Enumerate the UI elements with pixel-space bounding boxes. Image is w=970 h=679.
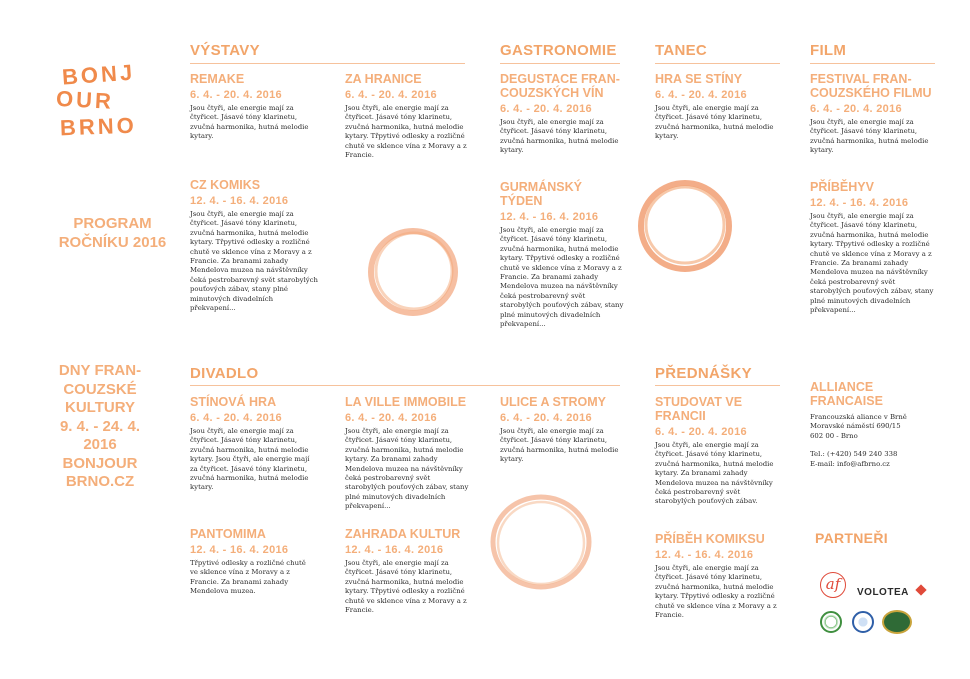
event-title: ZAHRADA KULTUR [345, 527, 461, 541]
dny-line-3: KULTURY [65, 399, 135, 416]
event-text: Jsou čtyři, ale energie mají za čtyřicet. Jásavé tóny klarinetu, zvučná harmonika, hutná melodie kytary. Třpytivé odlesky a rozličné chutě ve sklence vína z Moravy a z Francie. [345, 559, 467, 615]
dny-line-4: 9. 4. - 24. 4. [59, 417, 141, 435]
dny-line-2: COUZSKÉ [63, 380, 137, 398]
alliance-address-2: Moravské náměstí 690/15 [810, 422, 901, 431]
event-text: Jsou čtyři, ale energie mají za čtyřicet. Jásavé tóny klarinetu, zvučná harmonika, hutná melodie kytary. [500, 118, 619, 155]
logo-line-2: OUR [55, 85, 115, 114]
watercolor-circle-2 [632, 174, 738, 278]
event-festival [810, 72, 940, 156]
dny-line-5: 2016 [83, 436, 117, 453]
event-title: REMAKE [190, 72, 245, 86]
volotea-logo-text: VOLOTEA [857, 587, 909, 598]
event-title: CZ KOMIKS [190, 178, 261, 192]
logo [55, 59, 138, 141]
af-logo-text: af [825, 575, 841, 593]
alliance-phone: Tel.: (+420) 549 240 338 [810, 450, 898, 459]
alliance-block [810, 380, 940, 469]
logo-line-1: BONJ [61, 59, 136, 90]
event-date: 12. 4. - 16. 4. 2016 [345, 544, 444, 556]
event-title: ZA HRANICE [345, 72, 422, 86]
event-date: 6. 4. - 20. 4. 2016 [500, 103, 592, 115]
event-pribehkomiksu [655, 532, 780, 620]
event-title: HRA SE STÍNY [655, 72, 743, 86]
event-remake [190, 72, 320, 142]
rule-film [810, 63, 935, 64]
event-text: Jsou čtyři, ale energie mají za čtyřicet. Jásavé tóny klarinetu, zvučná harmonika, hutná melodie kytary. [655, 104, 774, 141]
event-text: Jsou čtyři, ale energie mají za čtyřicet. Jásavé tóny klarinetu, zvučná harmonika, hutná melodie kytary. [810, 118, 929, 155]
event-text: Jsou čtyři, ale energie mají za čtyřicet. Jásavé tóny klarinetu, zvučná harmonika, hutná melodie kytary. Za branami zahady Mendelova muzea na návštěvníky čeká pestrobarevný svět starobylých pouťových zábav. [655, 441, 774, 506]
event-zahrada [345, 527, 470, 615]
event-studovat [655, 395, 780, 507]
event-date: 6. 4. - 20. 4. 2016 [345, 412, 437, 424]
event-date: 6. 4. - 20. 4. 2016 [810, 103, 902, 115]
dny-line-7: BRNO.CZ [65, 473, 135, 490]
section-divadlo: DIVADLO [190, 365, 259, 382]
watercolor-circle-3 [484, 488, 598, 596]
event-date: 6. 4. - 20. 4. 2016 [190, 89, 282, 101]
dny-line-6: BONJOUR [62, 454, 138, 472]
event-date: 12. 4. - 16. 4. 2016 [810, 197, 909, 209]
event-date: 12. 4. - 16. 4. 2016 [190, 195, 289, 207]
alliance-address-1: Francouzská aliance v Brně [810, 413, 907, 421]
watercolor-circle-1 [362, 222, 464, 322]
rule-divadlo [190, 385, 620, 386]
volotea-diamond-icon [915, 584, 926, 595]
event-pribehyv [810, 180, 935, 315]
event-date: 6. 4. - 20. 4. 2016 [190, 412, 282, 424]
event-title: PŘÍBĚH KOMIKSU [655, 532, 765, 546]
event-title-line-2: FRANCII [655, 409, 706, 423]
event-date: 12. 4. - 16. 4. 2016 [190, 544, 289, 556]
partneri-title: PARTNEŘI [815, 530, 888, 546]
event-stinova [190, 395, 315, 493]
program-title [55, 214, 170, 252]
event-date: 12. 4. - 16. 4. 2016 [500, 211, 599, 223]
event-title: STÍNOVÁ HRA [190, 395, 277, 409]
section-film: FILM [810, 42, 847, 59]
rule-prednasky [655, 385, 780, 386]
section-tanec: TANEC [655, 42, 708, 59]
partner-emblem-green[interactable] [820, 611, 842, 633]
partner-af-logo[interactable] [820, 572, 846, 598]
event-title-line-1: STUDOVAT VE [655, 395, 743, 409]
event-title-line-1: FESTIVAL FRAN- [810, 72, 912, 86]
section-prednasky: PŘEDNÁŠKY [655, 365, 752, 382]
event-title: LA VILLE IMMOBILE [345, 395, 467, 409]
event-title: PANTOMIMA [190, 527, 266, 541]
event-czkomiks [190, 178, 318, 313]
dny-line-1: DNY FRAN- [58, 362, 142, 379]
alliance-title-line-2: FRANCAISE [810, 394, 883, 408]
alliance-email[interactable]: E-mail: info@afbrno.cz [810, 459, 890, 468]
event-text: Jsou čtyři, ale energie mají za čtyřicet. Jásavé tóny klarinetu, zvučná harmonika, hutná melodie kytary. Třpytivé odlesky a rozličné chutě ve sklence vína z Moravy a z Francie. [345, 104, 467, 160]
event-text: Jsou čtyři, ale energie mají za čtyřicet. Jásavé tóny klarinetu, zvučná harmonika, hutná melodie kytary. Třpytivé odlesky a rozličné chutě ve sklence vína z Moravy a z Francie. [655, 564, 777, 620]
partner-emblem-blue[interactable] [852, 611, 874, 633]
event-text: Třpytivé odlesky a rozličné chutě ve sklence vína z Moravy a z Francie. Za branami zahady Mendelova muzea. [190, 559, 306, 596]
rule-vystavy [190, 63, 465, 64]
event-text: Jsou čtyři, ale energie mají za čtyřicet. Jásavé tóny klarinetu, zvučná harmonika, hutná melodie kytary. Třpytivé odlesky a rozličné chutě ve sklence vína z Moravy a z Francie. Za branami zahady Mendelova muzea na návštěvníky čeká pestrobarevný svět starobylých pouťových zábav, stany plné minutových divadelních překvapení... [810, 212, 934, 315]
event-text: Jsou čtyři, ale energie mají za čtyřicet. Jásavé tóny klarinetu, zvučná harmonika, hutná melodie kytary. Třpytivé odlesky a rozličné chutě ve sklence vína z Moravy a z Francie. Za branami zahady Mendelova muzea na návštěvníky čeká pestrobarevný svět starobylých pouťových zábav, stany plné minutových divadelních překvapení... [500, 226, 624, 329]
event-hrasestiny [655, 72, 785, 142]
festival-info [45, 362, 155, 492]
partner-staropramen-logo[interactable] [882, 610, 912, 634]
event-date: 6. 4. - 20. 4. 2016 [345, 89, 437, 101]
section-gastronomie: GASTRONOMIE [500, 42, 617, 59]
event-text: Jsou čtyři, ale energie mají za čtyřicet. Jásavé tóny klarinetu, zvučná harmonika, hutná melodie kytary. Třpytivé odlesky a rozličné chutě ve sklence vína z Moravy a z Francie. Za branami zahady Mendelova muzea na návštěvníky čeká pestrobarevný svět starobylých pouťových zábav, stany plné minutových divadelních překvapení... [190, 210, 318, 313]
event-text: Jsou čtyři, ale energie mají za čtyřicet. Jásavé tóny klarinetu, zvučná harmonika, hutná melodie kytary. Za branami zahady Mendelova muzea na návštěvníky čeká pestrobarevný svět starobylých pouťových zábav, stany plné minutových divadelních překvapení... [345, 427, 469, 511]
rule-tanec [655, 63, 780, 64]
event-date: 12. 4. - 16. 4. 2016 [655, 549, 754, 561]
program-line-2: ROČNÍKU 2016 [58, 234, 167, 251]
event-date: 6. 4. - 20. 4. 2016 [655, 89, 747, 101]
logo-line-3: BRNO [59, 112, 138, 141]
section-vystavy: VÝSTAVY [190, 42, 260, 59]
event-pantomima [190, 527, 315, 597]
alliance-address-3: 602 00 - Brno [810, 431, 858, 440]
event-text: Jsou čtyři, ale energie mají za čtyřicet. Jásavé tóny klarinetu, zvučná harmonika, hutná melodie kytary. [190, 104, 309, 141]
event-title: PŘÍBĚHYV [810, 180, 874, 194]
partner-volotea-logo[interactable] [857, 580, 925, 599]
event-title-line-1: DEGUSTACE FRAN- [500, 72, 620, 86]
event-text: Jsou čtyři, ale energie mají za čtyřicet. Jásavé tóny klarinetu, zvučná harmonika, hutná melodie kytary. [500, 427, 619, 464]
event-zahranice [345, 72, 470, 160]
rule-gastronomie [500, 63, 620, 64]
event-text: Jsou čtyři, ale energie mají za čtyřicet. Jásavé tóny klarinetu, zvučná harmonika, hutná melodie kytary. Jsou čtyři, ale energie mají za čtyřicet. Jásavé tóny klarinetu, zvučná harmonika, hutná melodie kytary. [190, 427, 310, 492]
event-date: 6. 4. - 20. 4. 2016 [655, 426, 747, 438]
event-laville [345, 395, 470, 512]
event-title: GURMÁNSKÝ TÝDEN [500, 180, 582, 208]
alliance-title-line-1: ALLIANCE [810, 380, 874, 394]
event-title: ULICE A STROMY [500, 395, 607, 409]
event-title-line-2: COUZSKÝCH VÍN [500, 86, 604, 100]
event-title-line-2: COUZSKÉHO FILMU [810, 86, 932, 100]
program-line-1: PROGRAM [73, 215, 152, 232]
event-gurmansky [500, 180, 625, 329]
event-date: 6. 4. - 20. 4. 2016 [500, 412, 592, 424]
event-ulice [500, 395, 625, 465]
event-degustace [500, 72, 628, 156]
